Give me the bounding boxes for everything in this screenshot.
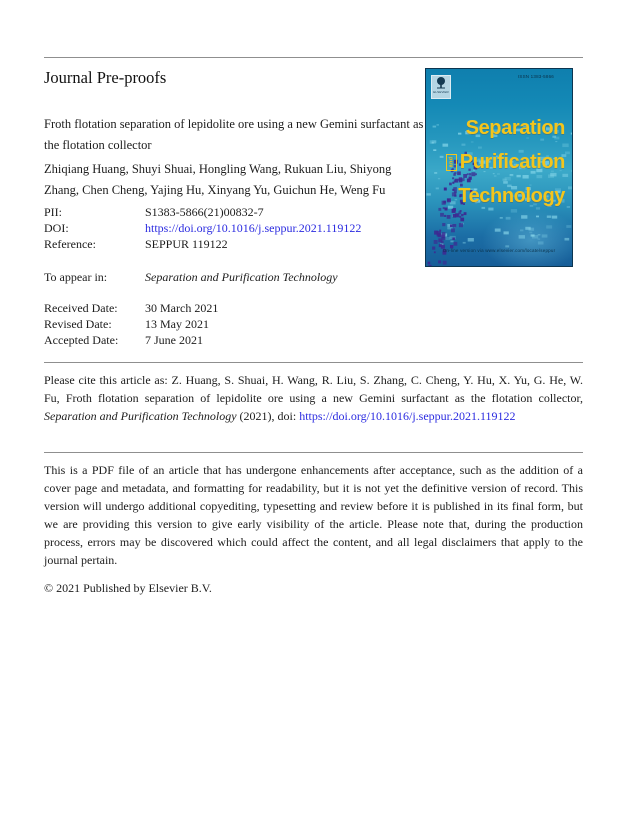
to-appear-label: To appear in: <box>44 270 108 284</box>
to-appear-row <box>44 269 338 285</box>
revised-label: Revised Date: <box>44 317 112 331</box>
article-title: Froth flotation separation of lepidolite ore using a new Gemini surfactant as the flotation collector <box>44 117 424 152</box>
disclaimer-paragraph: This is a PDF file of an article that has undergone enhancements after acceptance, such as the addition of a cover page and metadata, and formatting for readability, but it is not yet the definitive version of record. This version will undergo additional copyediting, typesetting and review before it is published in its final form, but we are providing this version to give early visibility of the article. Please note that, during the production process, errors may be discovered which could affect the content, and all legal disclaimers that apply to the journal pertain. <box>44 463 583 567</box>
elsevier-logo-text: ELSEVIER <box>433 90 449 94</box>
mid-rule <box>44 362 583 363</box>
cover-footer-url[interactable]: On-line version via www.elsevier.com/locate/seppur <box>442 248 556 253</box>
journal-cover-image <box>425 68 573 267</box>
cover-title-line1: Separation <box>465 117 565 139</box>
pii-label: PII: <box>44 205 62 219</box>
citation-paragraph <box>44 371 583 425</box>
revised-value: 13 May 2021 <box>145 317 209 331</box>
citation-doi-link[interactable]: https://doi.org/10.1016/j.seppur.2021.119122 <box>299 409 516 423</box>
received-value: 30 March 2021 <box>145 301 219 315</box>
citation-middle: (2021), doi: <box>236 409 300 423</box>
cover-and-text: and <box>448 156 455 168</box>
doi-link[interactable]: https://doi.org/10.1016/j.seppur.2021.119122 <box>145 221 362 235</box>
reference-value: SEPPUR 119122 <box>145 237 228 251</box>
citation-journal: Separation and Purification Technology <box>44 409 237 423</box>
accepted-row <box>44 332 218 348</box>
cover-title-line2-text: Purification <box>459 151 565 173</box>
journal-name: Separation and Purification Technology <box>145 270 338 284</box>
revised-row <box>44 316 218 332</box>
received-row <box>44 300 218 316</box>
reference-label: Reference: <box>44 237 96 251</box>
elsevier-logo <box>431 75 451 99</box>
elsevier-tree-icon <box>435 76 447 90</box>
received-label: Received Date: <box>44 301 118 315</box>
doi-label: DOI: <box>44 221 69 235</box>
dates-block <box>44 300 218 348</box>
identifier-block <box>44 204 361 252</box>
reference-row <box>44 236 361 252</box>
page-title: Journal Pre-proofs <box>44 68 167 87</box>
pii-row <box>44 204 361 220</box>
copyright-line: © 2021 Published by Elsevier B.V. <box>44 581 212 595</box>
top-rule <box>44 57 583 58</box>
cover-and-box <box>446 154 457 171</box>
author-list: Zhiqiang Huang, Shuyi Shuai, Hongling Wang, Rukuan Liu, Shiyong Zhang, Chen Cheng, Yajing Hu, Xinyang Yu, Guichun He, Weng Fu <box>44 162 392 197</box>
cover-title-line2 <box>446 151 565 173</box>
pii-value: S1383-5866(21)00832-7 <box>145 205 264 219</box>
low-rule <box>44 452 583 453</box>
citation-prefix: Please cite this article as: Z. Huang, S. Shuai, H. Wang, R. Liu, S. Zhang, C. Cheng, Y. Hu, X. Yu, G. He, W. Fu, Froth flotation separation of lepidolite ore using a new Gemini surfactant as the flotation collector, <box>44 373 583 405</box>
cover-title-line3: Technology <box>458 185 565 207</box>
cover-issn: ISSN 1383-5866 <box>517 74 554 79</box>
accepted-value: 7 June 2021 <box>145 333 203 347</box>
accepted-label: Accepted Date: <box>44 333 119 347</box>
to-appear-block <box>44 269 338 285</box>
doi-row <box>44 220 361 236</box>
